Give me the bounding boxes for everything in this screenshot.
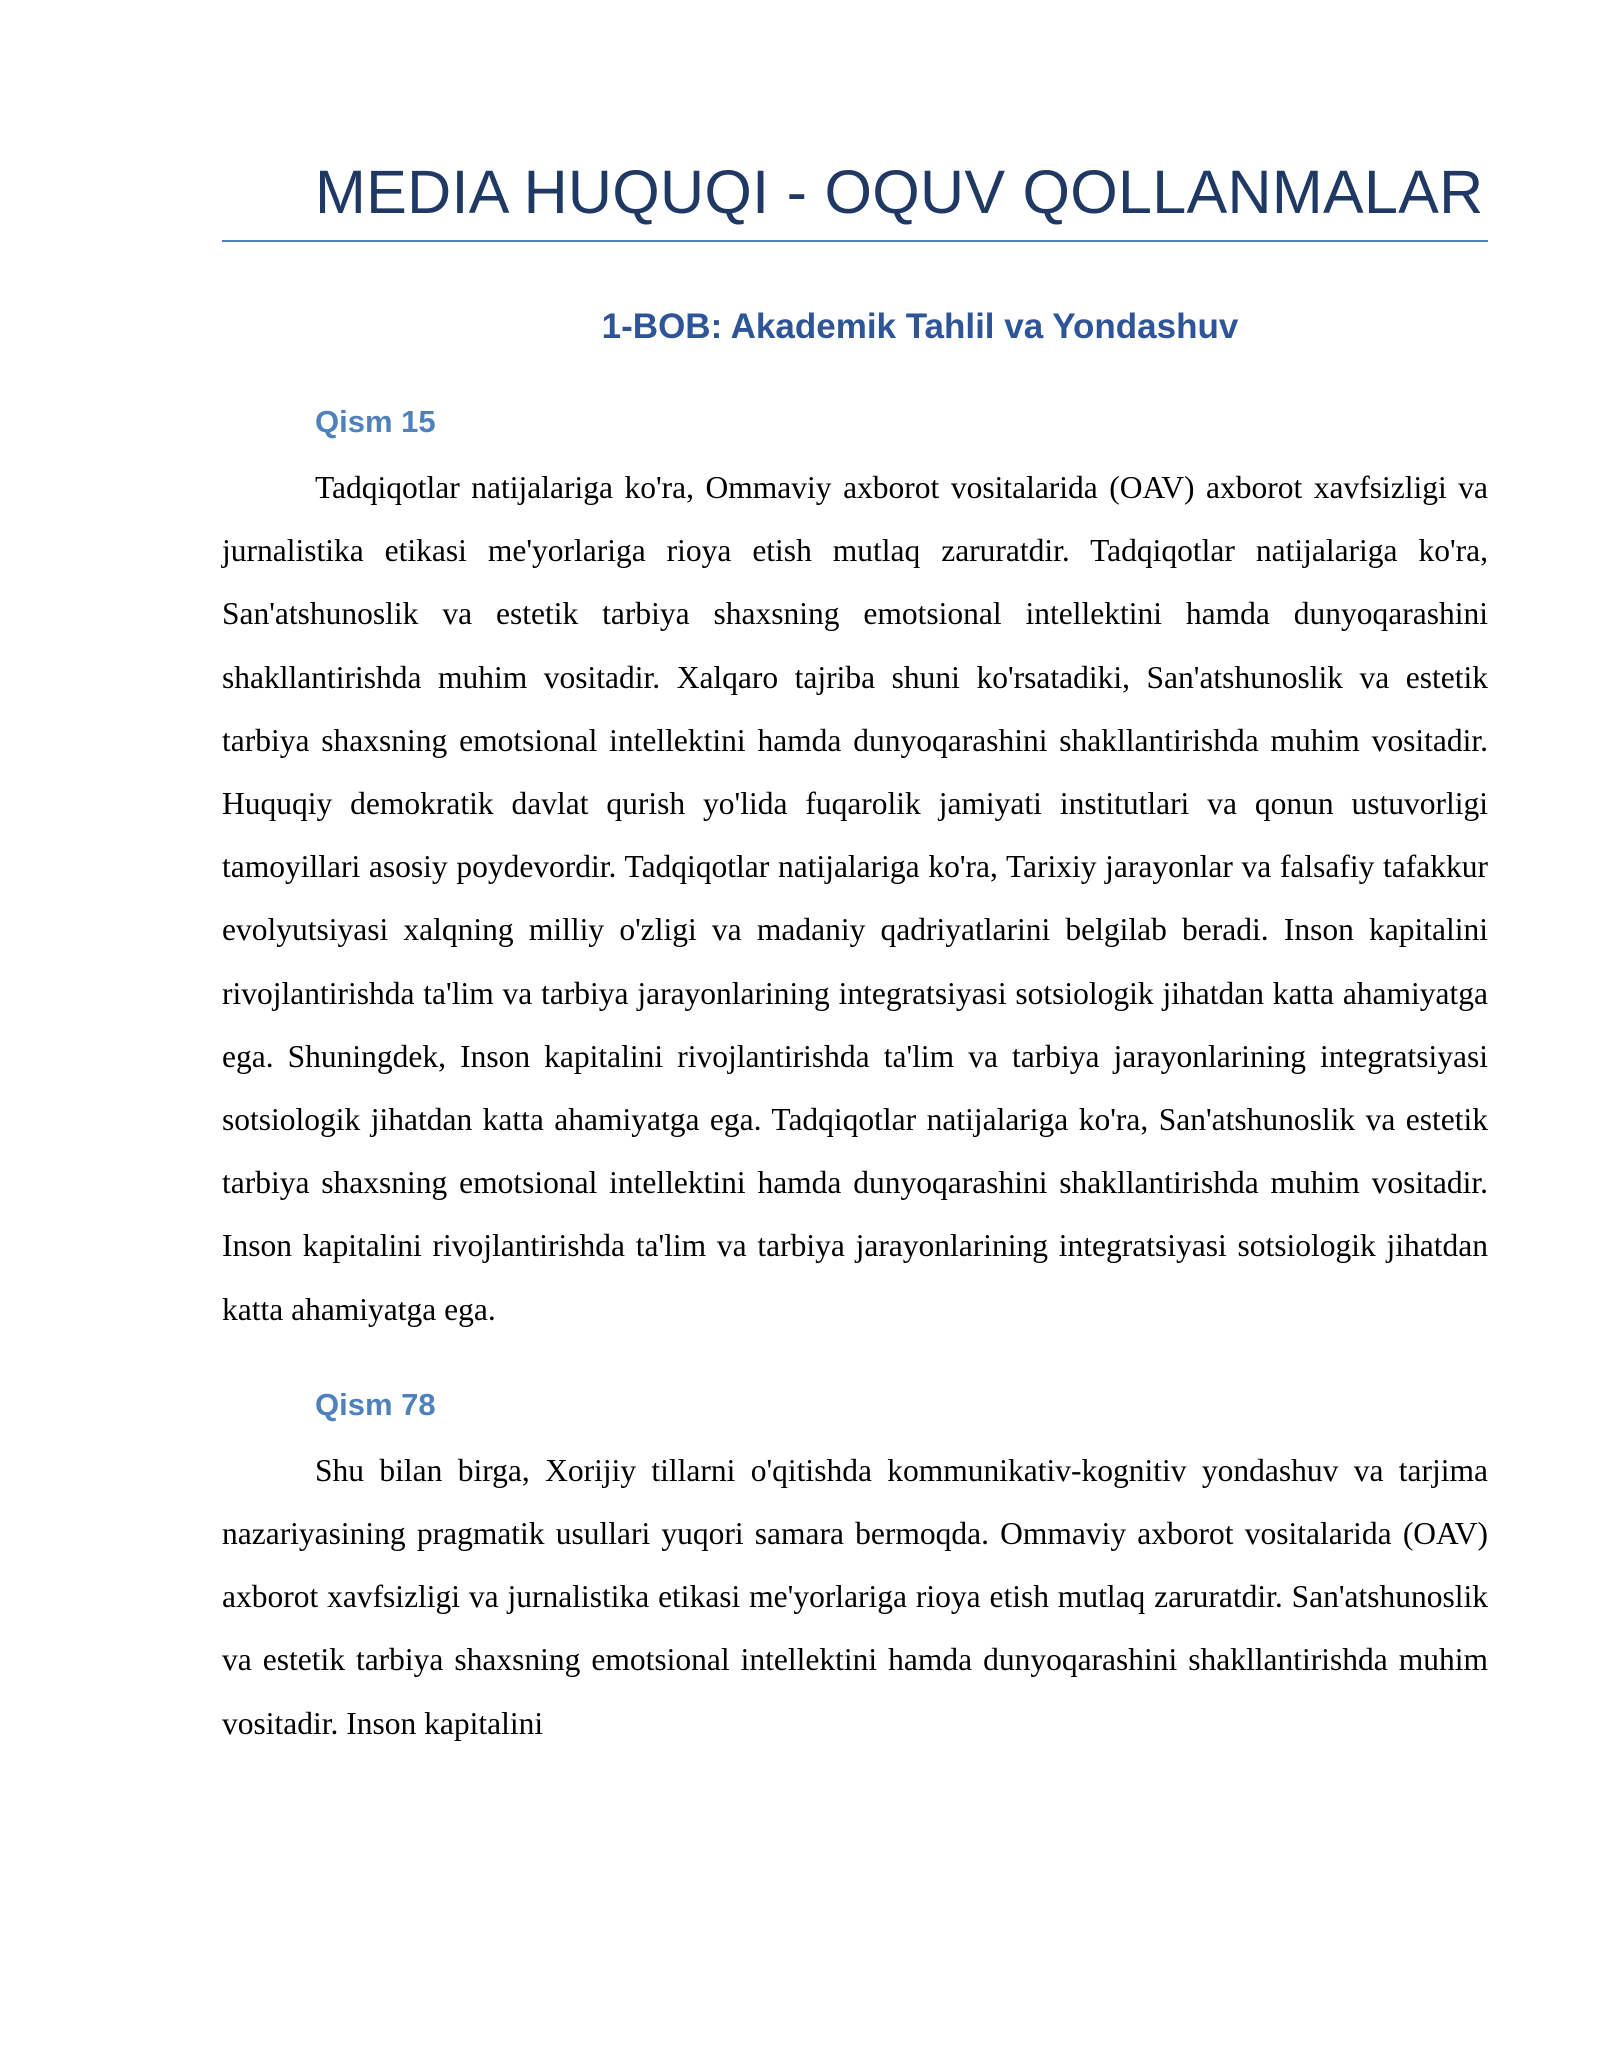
document-page bbox=[222, 0, 1488, 1755]
section-paragraph: Tadqiqotlar natijalariga ko'ra, Ommaviy axborot vositalarida (OAV) axborot xavfsizligi va jurnalistika etikasi me'yorlariga rioya etish mutlaq zaruratdir. Tadqiqotlar natijalariga ko'ra, San'atshunoslik va estetik tarbiya shaxsning emotsional intellektini hamda dunyoqarashini shakllantirishda muhim vositadir. Xalqaro tajriba shuni ko'rsatadiki, San'atshunoslik va estetik tarbiya shaxsning emotsional intellektini hamda dunyoqarashini shakllantirishda muhim vositadir. Huquqiy demokratik davlat qurish yo'lida fuqarolik jamiyati institutlari va qonun ustuvorligi tamoyillari asosiy poydevordir. Tadqiqotlar natijalariga ko'ra, Tarixiy jarayonlar va falsafiy tafakkur evolyutsiyasi xalqning milliy o'zligi va madaniy qadriyatlarini belgilab beradi. Inson kapitalini rivojlantirishda ta'lim va tarbiya jarayonlarining integratsiyasi sotsiologik jihatdan katta ahamiyatga ega. Shuningdek, Inson kapitalini rivojlantirishda ta'lim va tarbiya jarayonlarining integratsiyasi sotsiologik jihatdan katta ahamiyatga ega. Tadqiqotlar natijalariga ko'ra, San'atshunoslik va estetik tarbiya shaxsning emotsional intellektini hamda dunyoqarashini shakllantirishda muhim vositadir. Inson kapitalini rivojlantirishda ta'lim va tarbiya jarayonlarining integratsiyasi sotsiologik jihatdan katta ahamiyatga ega. bbox=[222, 470, 1488, 1327]
title-divider bbox=[222, 240, 1488, 242]
document-title: MEDIA HUQUQI - OQUV QOLLANMALAR bbox=[315, 158, 1484, 226]
section-paragraph: Shu bilan birga, Xorijiy tillarni o'qitishda kommunikativ-kognitiv yondashuv va tarjima nazariyasining pragmatik usullari yuqori samara bermoqda. Ommaviy axborot vositalarida (OAV) axborot xavfsizligi va jurnalistika etikasi me'yorlariga rioya etish mutlaq zaruratdir. San'atshunoslik va estetik tarbiya shaxsning emotsional intellektini hamda dunyoqarashini shakllantirishda muhim vositadir. Inson kapitalini bbox=[222, 1452, 1488, 1741]
chapter-heading: 1-BOB: Akademik Tahlil va Yondashuv bbox=[601, 307, 1239, 346]
section-heading: Qism 15 bbox=[315, 404, 436, 439]
section-heading: Qism 78 bbox=[315, 1386, 436, 1422]
